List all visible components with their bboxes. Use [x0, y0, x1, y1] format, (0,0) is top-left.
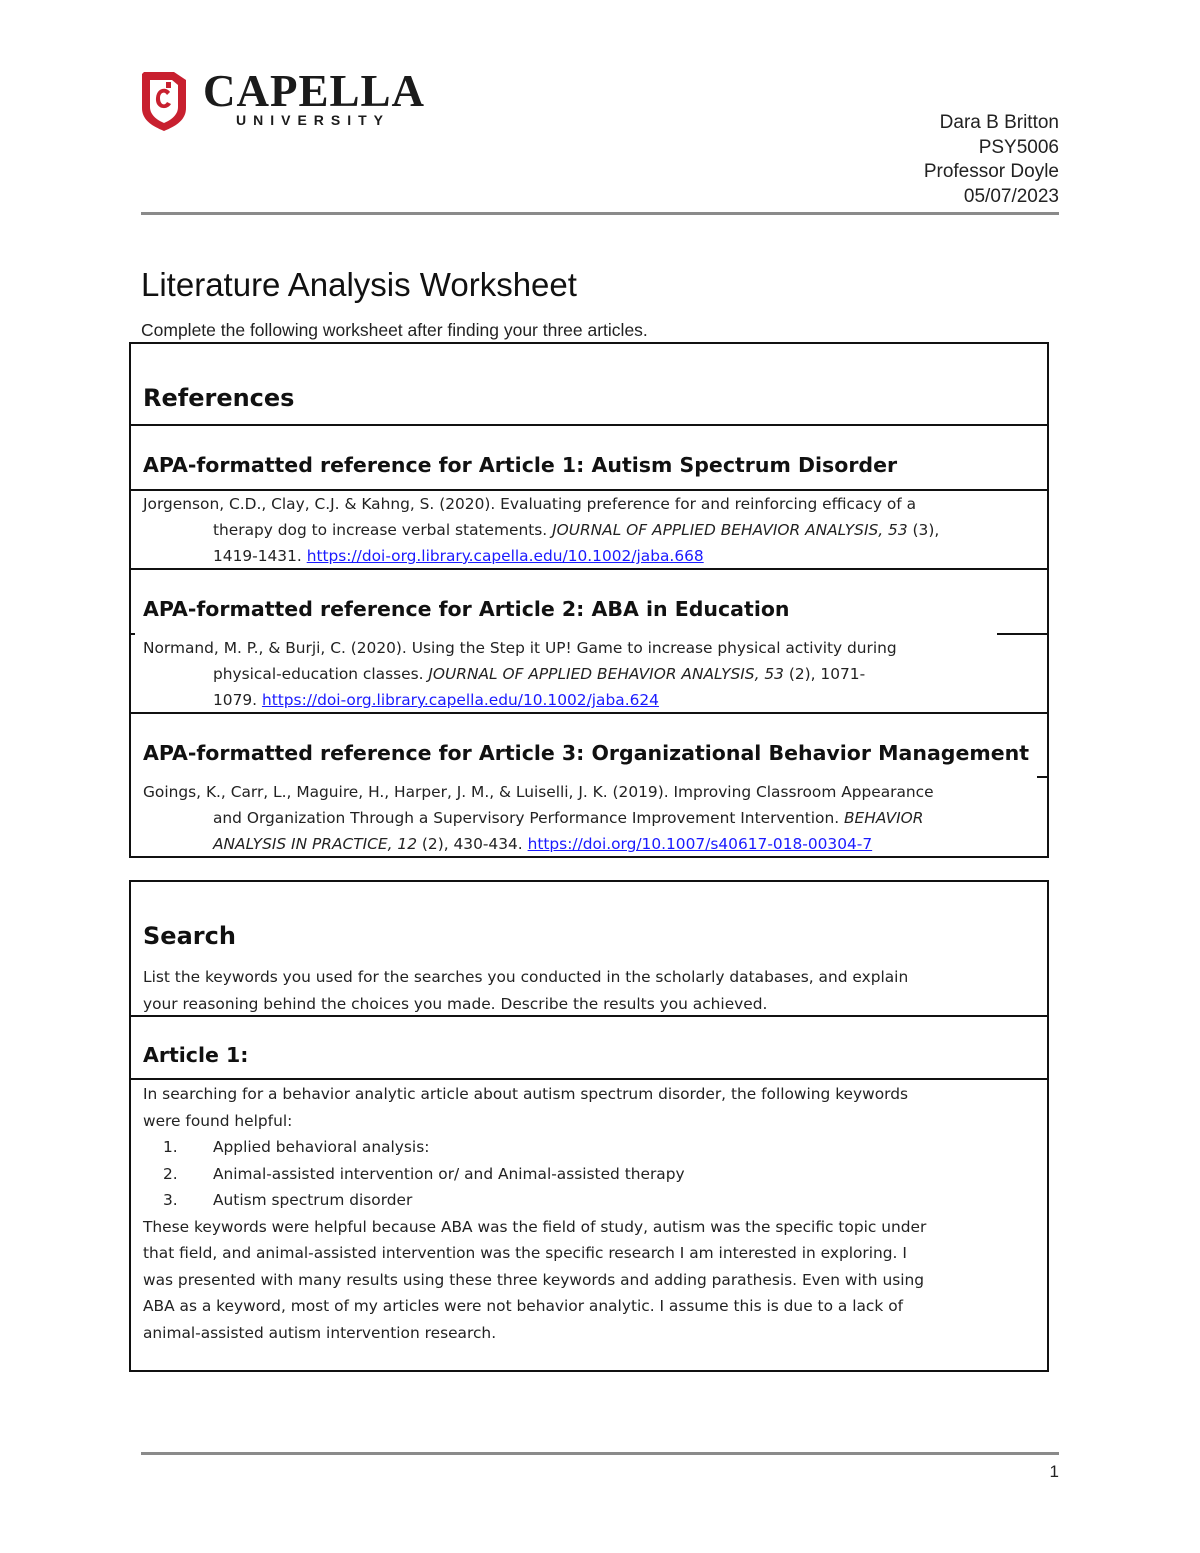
list-item — [143, 1187, 1033, 1214]
reference-text: therapy dog to increase verbal statements. — [213, 521, 553, 539]
header-divider — [141, 212, 1059, 215]
reference-text: (3), — [907, 521, 940, 539]
reference-text: 1079. — [213, 691, 262, 709]
reference-text: (2), 430-434. — [417, 835, 528, 853]
table-divider — [131, 1015, 1047, 1017]
reference-line — [143, 543, 1033, 569]
article1-doi-link[interactable]: https://doi-org.library.capella.edu/10.1002/jaba.668 — [306, 547, 704, 565]
reference-line: Jorgenson, C.D., Clay, C.J. & Kahng, S. (2020). Evaluating preference for and reinforcing efficacy of a — [143, 495, 917, 513]
response-line: ABA as a keyword, most of my articles were not behavior analytic. I assume this is due to a lack of — [143, 1297, 904, 1315]
instruction-line: your reasoning behind the choices you made. Describe the results you achieved. — [143, 994, 768, 1013]
search-instructions — [143, 964, 1033, 1017]
keyword-text: Animal-assisted intervention or/ and Animal-assisted therapy — [213, 1164, 685, 1183]
table-divider — [131, 424, 1047, 426]
response-line: that field, and animal-assisted intervention was the specific research I am interested in exploring. I — [143, 1244, 907, 1262]
list-number: 1. — [163, 1138, 178, 1156]
article1-ref-heading: APA-formatted reference for Article 1: Autism Spectrum Disorder — [143, 453, 898, 477]
article2-reference — [143, 635, 1033, 713]
page-number: 1 — [1049, 1462, 1059, 1481]
page-instructions: Complete the following worksheet after finding your three articles. — [141, 320, 648, 340]
keyword-text: Autism spectrum disorder — [213, 1191, 413, 1209]
professor-name: Professor Doyle — [923, 161, 1059, 182]
reference-line — [143, 687, 1033, 713]
student-name: Dara B Britton — [939, 112, 1059, 133]
table-divider — [131, 712, 1047, 714]
logo-subtitle: UNIVERSITY — [236, 112, 391, 128]
table-divider — [131, 633, 135, 635]
course-code: PSY5006 — [978, 136, 1059, 158]
keyword-list — [143, 1134, 1033, 1214]
article3-doi-link[interactable]: https://doi.org/10.1007/s40617-018-00304-7 — [527, 835, 873, 853]
article2-doi-link[interactable]: https://doi-org.library.capella.edu/10.1002/jaba.624 — [261, 691, 659, 709]
header-meta — [924, 111, 1059, 209]
reference-line: Goings, K., Carr, L., Maguire, H., Harper, J. M., & Luiselli, J. K. (2019). Improving Classroom Appearance — [143, 783, 934, 801]
page-title: Literature Analysis Worksheet — [141, 266, 577, 303]
instruction-line: List the keywords you used for the searches you conducted in the scholarly databases, and explain — [143, 968, 909, 986]
reference-text: (2), 1071- — [783, 665, 866, 683]
reference-line — [143, 831, 1033, 857]
references-heading: References — [143, 384, 295, 412]
response-line: were found helpful: — [143, 1111, 293, 1130]
article1-search-heading: Article 1: — [143, 1043, 249, 1067]
keyword-text: Applied behavioral analysis: — [213, 1138, 430, 1156]
article1-reference — [143, 491, 1033, 569]
article3-reference — [143, 779, 1033, 857]
reference-text: 1419-1431. — [213, 547, 307, 565]
reference-line — [143, 661, 1033, 687]
submission-date: 05/07/2023 — [963, 185, 1059, 207]
references-table — [129, 342, 1049, 858]
journal-title: JOURNAL OF APPLIED BEHAVIOR ANALYSIS, 53 — [428, 665, 784, 683]
reference-line — [143, 517, 1033, 543]
capella-logo — [140, 68, 440, 138]
search-table — [129, 880, 1049, 1372]
footer-divider — [141, 1452, 1059, 1455]
table-divider — [1037, 776, 1047, 778]
logo-name: CAPELLA — [203, 66, 426, 116]
list-number: 2. — [163, 1164, 178, 1183]
article1-search-response — [143, 1081, 1033, 1346]
reference-text: physical-education classes. — [213, 665, 429, 683]
journal-title: ANALYSIS IN PRACTICE, 12 — [213, 835, 418, 853]
table-divider — [131, 568, 1047, 570]
journal-title: JOURNAL OF APPLIED BEHAVIOR ANALYSIS, 53 — [552, 521, 908, 539]
reference-line — [143, 805, 1033, 831]
response-line: In searching for a behavior analytic article about autism spectrum disorder, the following keywords — [143, 1085, 908, 1103]
list-item — [143, 1134, 1033, 1161]
reference-line: Normand, M. P., & Burji, C. (2020). Using the Step it UP! Game to increase physical activity during — [143, 639, 897, 657]
reference-text: and Organization Through a Supervisory Performance Improvement Intervention. — [213, 809, 844, 827]
capella-shield-icon — [140, 68, 190, 132]
article3-ref-heading: APA-formatted reference for Article 3: Organizational Behavior Management — [143, 741, 1030, 765]
response-line: animal-assisted autism intervention research. — [143, 1323, 497, 1342]
table-divider — [131, 1078, 1047, 1080]
list-number: 3. — [163, 1191, 178, 1209]
response-line: was presented with many results using these three keywords and adding parathesis. Even with using — [143, 1270, 925, 1289]
response-line: These keywords were helpful because ABA was the field of study, autism was the specific topic under — [143, 1217, 927, 1236]
journal-title: BEHAVIOR — [844, 809, 924, 827]
search-heading: Search — [143, 922, 236, 950]
list-item — [143, 1161, 1033, 1188]
article2-ref-heading: APA-formatted reference for Article 2: ABA in Education — [143, 597, 790, 621]
